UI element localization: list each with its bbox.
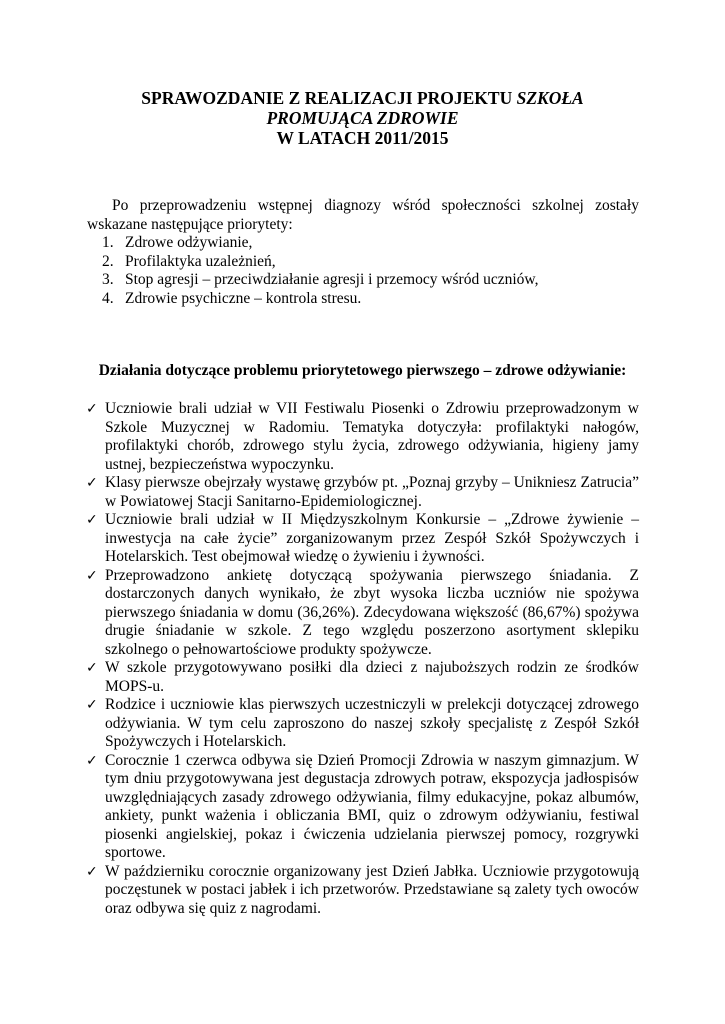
priority-item: 1. Zdrowe odżywianie, <box>102 234 253 251</box>
activity-item: ✓ Uczniowie brali udział w VII Festiwalu Piosenki o Zdrowiu przeprowadzonym w Szkole Muzycznej w Radomiu. Tematyka dotyczyła: profilaktyki nałogów, profilaktyki chorób, zdrowego stylu życia, zdrowego odżywiania, higieny jamy ustnej, bezpieczeństwa wypoczynku. <box>86 400 639 473</box>
checkmark-icon: ✓ <box>86 697 98 713</box>
checkmark-icon: ✓ <box>86 475 98 491</box>
priority-item: 4. Zdrowie psychiczne – kontrola stresu. <box>102 289 362 307</box>
checkmark-icon: ✓ <box>86 401 98 417</box>
activities-list <box>87 400 639 918</box>
section-heading: Działania dotyczące problemu priorytetowego pierwszego – zdrowe odżywianie: <box>98 362 627 379</box>
title-line-2: PROMUJĄCA ZDROWIE <box>266 108 459 128</box>
title-line-1: SPRAWOZDANIE Z REALIZACJI PROJEKTU SZKOŁA <box>141 88 584 108</box>
title-line-3: W LATACH 2011/2015 <box>276 128 449 148</box>
checkmark-icon: ✓ <box>86 752 98 769</box>
activity-item: ✓ Przeprowadzono ankietę dotyczącą spożywania pierwszego śniadania. Z dostarczonych danych wynikało, że zbyt wysoka liczba uczniów nie spożywa pierwszego śniadania w domu (36,26%). Zdecydowana większość (86,67%) spożywa drugie śniadanie w szkole. Z tego względu poszerzono asortyment sklepiku szkolnego o pełnowartościowe produkty spożywcze. <box>86 566 639 658</box>
priority-item: 3. Stop agresji – przeciwdziałanie agresji i przemocy wśród uczniów, <box>102 271 539 288</box>
checkmark-icon: ✓ <box>86 567 98 584</box>
checkmark-icon: ✓ <box>86 660 98 676</box>
intro-paragraph: Po przeprowadzeniu wstępnej diagnozy wśród społeczności szkolnej zostały wskazane następujące priorytety: <box>87 197 639 233</box>
priority-item: 2. Profilaktyka uzależnień, <box>102 252 276 270</box>
activity-item: ✓ Klasy pierwsze obejrzały wystawę grzybów pt. „Poznaj grzyby – Unikniesz Zatrucia” w Powiatowej Stacji Sanitarno-Epidemiologicznej. <box>86 474 639 510</box>
activity-item: ✓ Rodzice i uczniowie klas pierwszych uczestniczyli w prelekcji dotyczącej zdrowego odżywiania. W tym celu zaproszono do naszej szkoły specjalistę z Zespół Szkół Spożywczych i Hotelarskich. <box>86 696 639 750</box>
activity-item: ✓ Corocznie 1 czerwca odbywa się Dzień Promocji Zdrowia w naszym gimnazjum. W tym dniu przygotowywana jest degustacja zdrowych potraw, ekspozycja jadłospisów uwzględniających zasady zdrowego odżywiania, filmy edukacyjne, pokaz albumów, ankiety, punkt ważenia i obliczania BMI, quiz o zdrowym odżywianiu, festiwal piosenki angielskiej, pokaz i ćwiczenia udzielania pierwszej pomocy, rozgrywki sportowe. <box>86 751 639 861</box>
document-title <box>0 88 725 148</box>
checkmark-icon: ✓ <box>86 512 98 528</box>
activity-item: ✓ Uczniowie brali udział w II Międzyszkolnym Konkursie – „Zdrowe żywienie – inwestycja na całe życie” zorganizowanym przez Zespół Szkół Spożywczych i Hotelarskich. Test obejmował wiedzę o żywieniu i żywności. <box>86 511 639 565</box>
priority-list <box>102 234 538 308</box>
activity-item: ✓ W październiku corocznie organizowany jest Dzień Jabłka. Uczniowie przygotowują poczęstunek w postaci jabłek i ich przetworów. Przedstawiane są zalety tych owoców oraz odbywa się quiz z nagrodami. <box>86 862 639 917</box>
checkmark-icon: ✓ <box>86 863 98 880</box>
activity-item: ✓ W szkole przygotowywano posiłki dla dzieci z najuboższych rodzin ze środków MOPS-u. <box>86 659 639 695</box>
